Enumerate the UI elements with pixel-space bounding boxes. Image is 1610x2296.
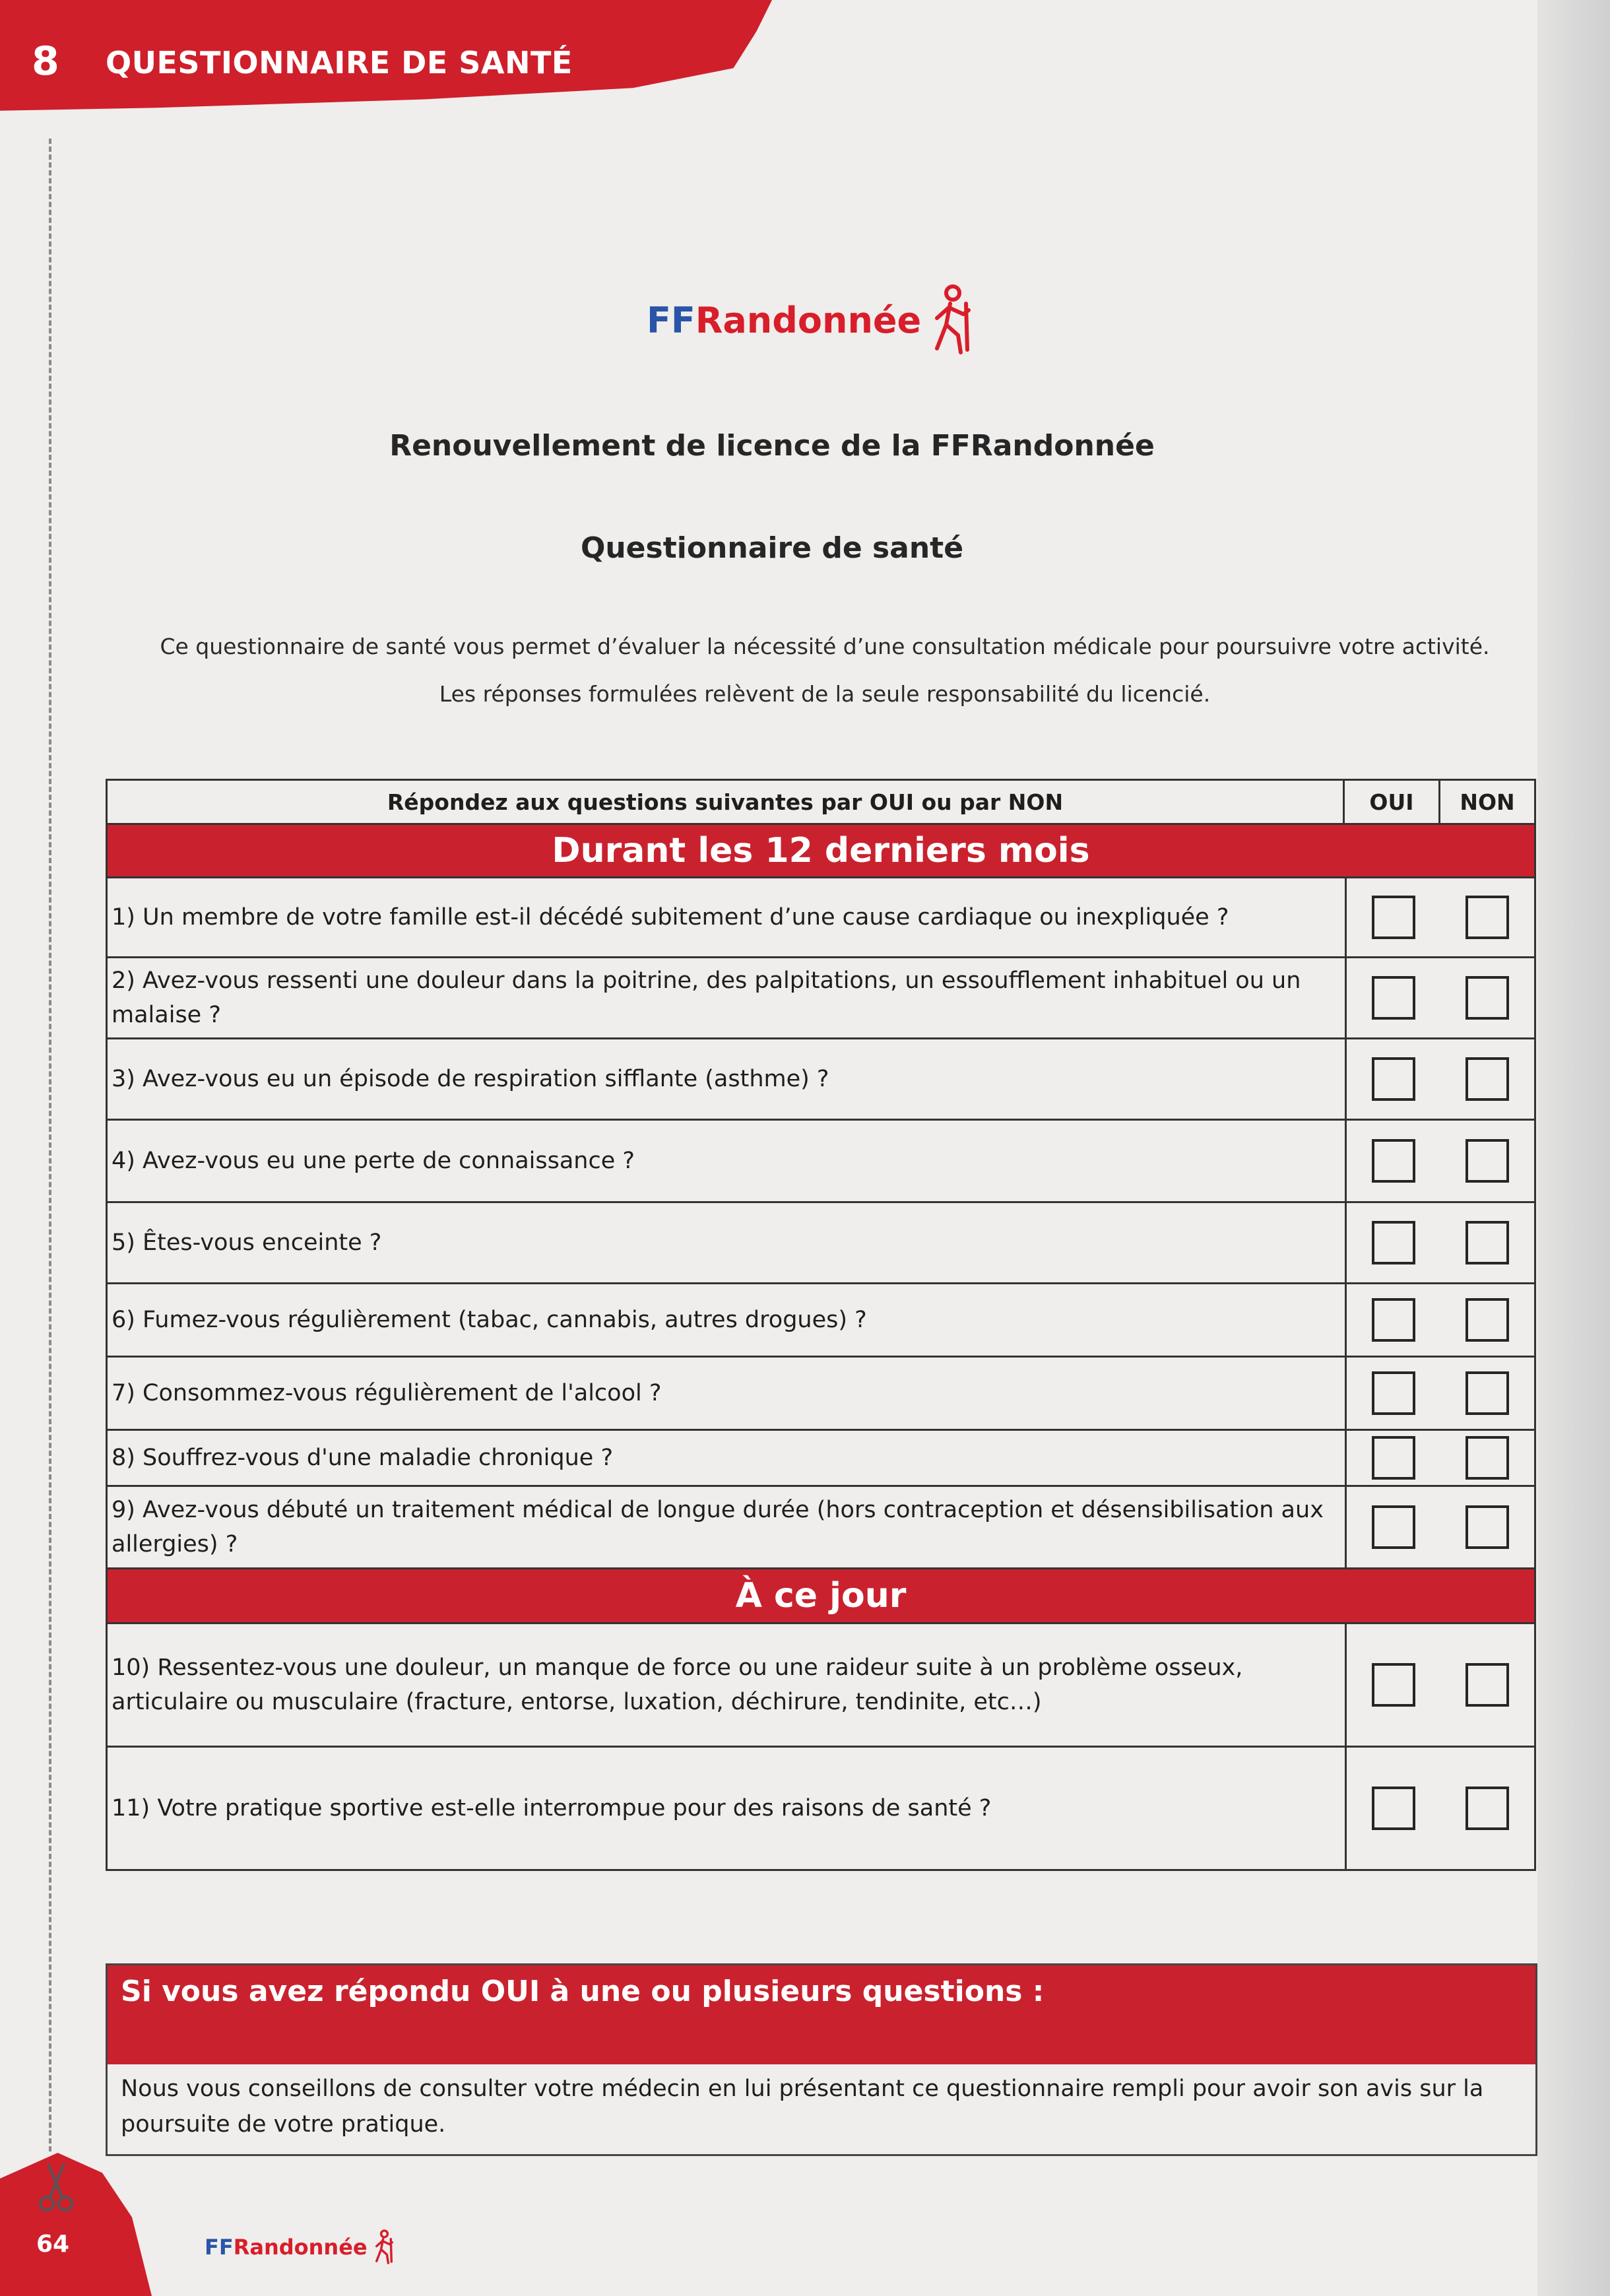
hiker-icon: [928, 284, 974, 356]
non-cell: [1440, 1358, 1534, 1429]
oui-checkbox[interactable]: [1372, 1371, 1415, 1415]
logo-ff: FF: [647, 299, 695, 341]
non-checkbox[interactable]: [1465, 1139, 1509, 1183]
question-row: [108, 878, 1534, 958]
oui-cell: [1347, 1284, 1440, 1356]
question-row: [108, 1121, 1534, 1203]
question-row: [108, 1203, 1534, 1284]
oui-checkbox[interactable]: [1372, 1787, 1415, 1830]
oui-cell: [1347, 1358, 1440, 1429]
non-checkbox[interactable]: [1465, 1505, 1509, 1549]
ffrandonnee-logo: [647, 284, 974, 356]
table-header-label: Répondez aux questions suivantes par OUI ou par NON: [108, 781, 1345, 823]
oui-checkbox[interactable]: [1372, 1663, 1415, 1707]
advice-body: Nous vous conseillons de consulter votre médecin en lui présentant ce questionnaire rempli pour avoir son avis sur la poursuite de votre pratique.: [121, 2076, 1484, 2138]
oui-checkbox[interactable]: [1372, 1436, 1415, 1480]
oui-cell: [1347, 1039, 1440, 1119]
question-row: [108, 1039, 1534, 1121]
non-cell: [1440, 878, 1534, 956]
question-text: 4) Avez-vous eu une perte de connaissance ?: [108, 1121, 1347, 1201]
question-text: 9) Avez-vous débuté un traitement médical de longue durée (hors contraception et désensibilisation aux allergies) ?: [108, 1487, 1347, 1567]
oui-cell: [1347, 1624, 1440, 1746]
non-cell: [1440, 1121, 1534, 1201]
oui-cell: [1347, 878, 1440, 956]
oui-checkbox[interactable]: [1372, 1505, 1415, 1549]
question-text: 5) Êtes-vous enceinte ?: [108, 1203, 1347, 1282]
non-cell: [1440, 1203, 1534, 1282]
advice-heading: Si vous avez répondu OUI à une ou plusieurs questions :: [108, 1965, 1535, 2064]
non-checkbox[interactable]: [1465, 1436, 1509, 1480]
section-band-last-12-months: Durant les 12 derniers mois: [108, 825, 1534, 878]
question-row: [108, 1748, 1534, 1869]
column-non: NON: [1460, 789, 1515, 815]
oui-checkbox[interactable]: [1372, 1221, 1415, 1264]
question-row: [108, 1284, 1534, 1358]
oui-cell: [1347, 1203, 1440, 1282]
section-number: 8: [32, 38, 60, 84]
non-cell: [1440, 1624, 1534, 1746]
question-text: 11) Votre pratique sportive est-elle interrompue pour des raisons de santé ?: [108, 1748, 1347, 1869]
oui-cell: [1347, 1748, 1440, 1869]
non-cell: [1440, 1284, 1534, 1356]
footer-logo: [205, 2229, 395, 2265]
non-cell: [1440, 1748, 1534, 1869]
section-title: QUESTIONNAIRE DE SANTÉ: [106, 45, 573, 81]
oui-checkbox[interactable]: [1372, 1298, 1415, 1342]
advice-box: [106, 1963, 1537, 2156]
oui-cell: [1347, 958, 1440, 1037]
question-text: 10) Ressentez-vous une douleur, un manque de force ou une raideur suite à un problème osseux, articulaire ou musculaire (fracture, entorse, luxation, déchirure, tendinite, etc…): [108, 1624, 1347, 1746]
question-row: [108, 1487, 1534, 1569]
footer-hiker-icon: [371, 2229, 395, 2265]
section-band-to-date: À ce jour: [108, 1569, 1534, 1624]
column-oui: OUI: [1345, 781, 1440, 823]
question-text: 3) Avez-vous eu un épisode de respiration sifflante (asthme) ?: [108, 1039, 1347, 1119]
non-checkbox[interactable]: [1465, 976, 1509, 1020]
scissors-icon: [36, 2161, 76, 2214]
question-row: [108, 958, 1534, 1039]
oui-cell: [1347, 1121, 1440, 1201]
non-cell: [1440, 958, 1534, 1037]
page-number: 64: [36, 2231, 70, 2258]
intro-line-1: Ce questionnaire de santé vous permet d’évaluer la nécessité d’une consultation médicale pour poursuivre votre activité.: [160, 634, 1490, 659]
question-text: 2) Avez-vous ressenti une douleur dans la poitrine, des palpitations, un essoufflement inhabituel ou un malaise ?: [108, 958, 1347, 1037]
non-checkbox[interactable]: [1465, 1787, 1509, 1830]
footer-logo-rando: Randonnée: [233, 2235, 368, 2260]
non-checkbox[interactable]: [1465, 1663, 1509, 1707]
intro-line-2: Les réponses formulées relèvent de la seule responsabilité du licencié.: [439, 681, 1211, 707]
non-checkbox[interactable]: [1465, 1298, 1509, 1342]
question-row: [108, 1431, 1534, 1487]
non-checkbox[interactable]: [1465, 896, 1509, 939]
health-questionnaire-table: [106, 779, 1536, 1871]
oui-cell: [1347, 1431, 1440, 1485]
oui-checkbox[interactable]: [1372, 1057, 1415, 1101]
table-header: [108, 781, 1534, 825]
non-cell: [1440, 1431, 1534, 1485]
footer-logo-ff: FF: [205, 2235, 234, 2260]
page-edge-shadow: [1537, 0, 1610, 2296]
non-checkbox[interactable]: [1465, 1057, 1509, 1101]
oui-checkbox[interactable]: [1372, 1139, 1415, 1183]
oui-cell: [1347, 1487, 1440, 1567]
non-checkbox[interactable]: [1465, 1221, 1509, 1264]
non-checkbox[interactable]: [1465, 1371, 1509, 1415]
question-row: [108, 1624, 1534, 1748]
question-text: 7) Consommez-vous régulièrement de l'alcool ?: [108, 1358, 1347, 1429]
page-title: Renouvellement de licence de la FFRandonnée: [389, 429, 1155, 463]
non-cell: [1440, 1487, 1534, 1567]
question-text: 1) Un membre de votre famille est-il décédé subitement d’une cause cardiaque ou inexpliquée ?: [108, 878, 1347, 956]
non-cell: [1440, 1039, 1534, 1119]
question-row: [108, 1358, 1534, 1431]
question-text: 6) Fumez-vous régulièrement (tabac, cannabis, autres drogues) ?: [108, 1284, 1347, 1356]
question-text: 8) Souffrez-vous d'une maladie chronique ?: [108, 1431, 1347, 1485]
footer-red-blob: [0, 2153, 165, 2296]
oui-checkbox[interactable]: [1372, 976, 1415, 1020]
page-subtitle: Questionnaire de santé: [580, 531, 964, 565]
oui-checkbox[interactable]: [1372, 896, 1415, 939]
logo-rando: Randonnée: [695, 299, 922, 341]
